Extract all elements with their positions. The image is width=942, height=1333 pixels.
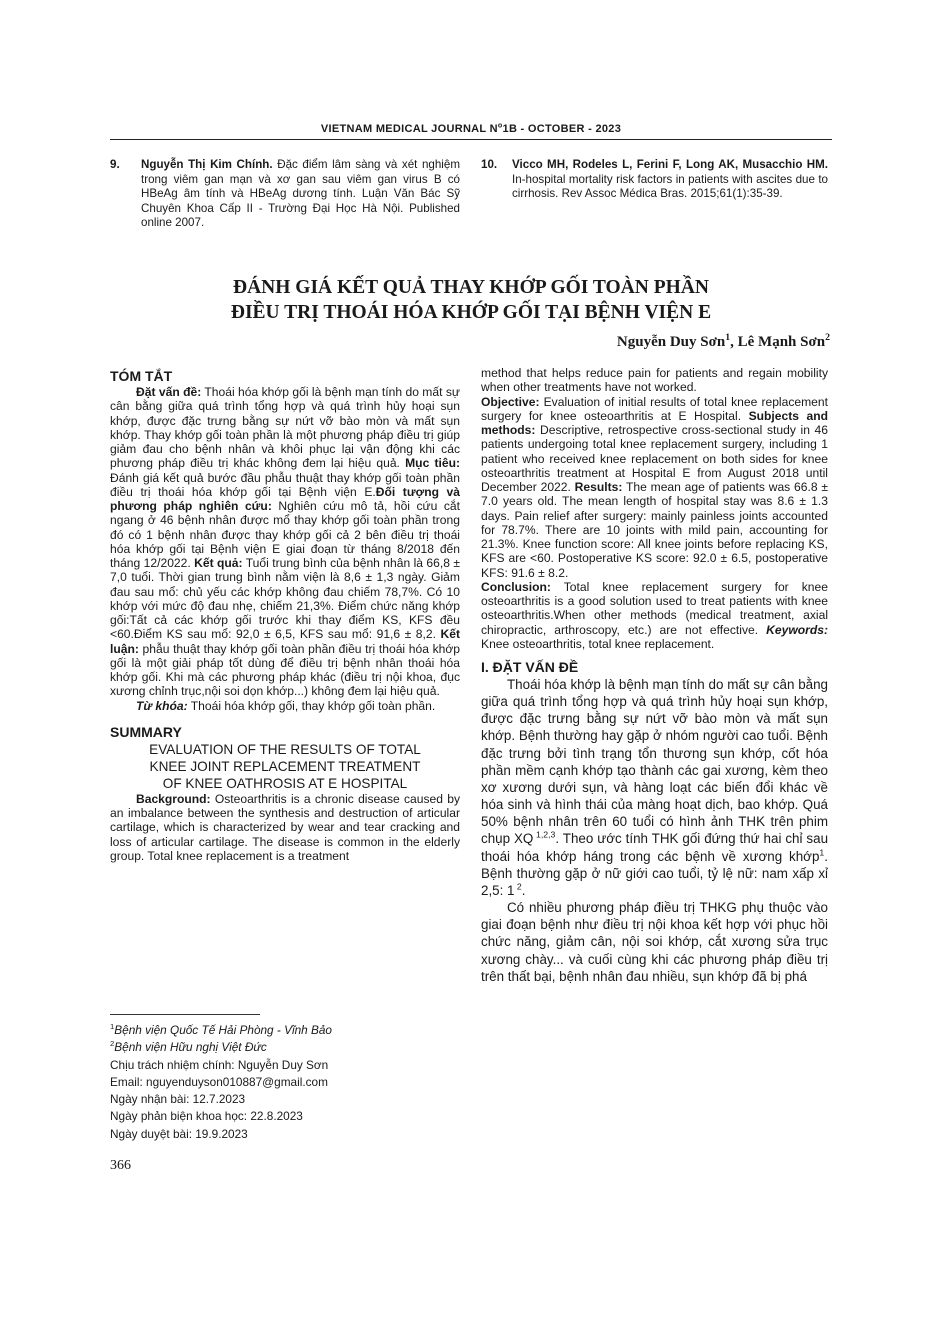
abstract-bg-text: Thoái hóa khớp gối là bệnh mạn tính do mất sự cân bằng giữa quá trình tổng hợp và quá trình hủy hoại sụn khớp, được đặc trưng bằng sự nứt vỡ bào mòn và mất sụn khớp. Thay khớp gối toàn phần là một phương pháp điều trị giúp giảm đau cho bệnh nhân và khôi phục lại vận động khi các phương pháp điều trị khác không đem lại hiệu quả. (110, 385, 460, 471)
summary-bg-label: Background: (136, 791, 211, 806)
author-1: Nguyễn Duy Sơn (616, 334, 726, 350)
title-line-1: ĐÁNH GIÁ KẾT QUẢ THAY KHỚP GỐI TOÀN PHẦN (232, 277, 710, 298)
abstract-heading: TÓM TẮT (110, 368, 173, 384)
author-line (617, 334, 830, 351)
affil-1-text: Bệnh viện Quốc Tế Hải Phòng - Vĩnh Bảo (114, 1023, 332, 1037)
page-number: 366 (110, 1158, 131, 1173)
summary-obj-text: Evaluation of initial results of total knee replacement surgery for knee osteoarthritis at E Hospital. (481, 394, 828, 423)
journal-name: VIETNAM MEDICAL JOURNAL N (320, 123, 498, 135)
abstract-conc-label: Kết luận: (110, 627, 460, 656)
summary-body-part2 (481, 366, 828, 395)
abstract-res-text: Tuổi trung bình của bệnh nhân là 66,8 ± 7,0 tuổi. Thời gian trung bình nằm viện là 8,6 ± 1,3 ngày. Giảm đau sau mổ: chủ yếu các khớp không đau chiếm 78,7%. Có 10 khớp với mức độ đau nhẹ, chiếm 21,3%. Điểm chức năng khớp gối:Tất cả các khớp gối trước khi thay điểm KS, KFS đều <60.Điểm KS sau mổ: 92,0 ± 6,5, KFS sau mổ: 91,6 ± 8,2. (110, 556, 460, 642)
abstract-keywords (110, 699, 460, 713)
title-line-2: ĐIỀU TRỊ THOÁI HÓA KHỚP GỐI TẠI BỆNH VIỆN E (230, 302, 712, 323)
abstract-obj-text: Đánh giá kết quả bước đầu phẫu thuật thay khớp gối toàn phần điều trị thoái hóa khớp gối tại Bệnh viện E. (110, 470, 460, 499)
summary-bg-text-part2: method that helps reduce pain for patients and regain mobility when other treatments have not worked. (481, 366, 828, 395)
summary-conc-text: Total knee replacement surgery for knee osteoarthritis is a good solution used to treat patients with knee osteoarthritis.When other methods (medical treatment, axial chiropractic, arthroscopy, etc.) are not effective. (481, 579, 828, 637)
author-2: Lê Mạnh Sơn (737, 334, 826, 350)
cite-2: 1 (819, 847, 825, 858)
summary-heading: SUMMARY (110, 723, 182, 740)
email: Email: nguyenduyson010887@gmail.com (110, 1074, 328, 1089)
summary-body-part4 (481, 580, 828, 651)
reference-text: Đặc điểm lâm sàng và xét nghiệm trong viêm gan mạn và xơ gan sau viêm gan virus B có HBeAg âm tính và HBeAg dương tính. Luận Văn Bác Sỹ Chuyên Khoa Cấp II - Trường Đại Học Hà Nội. Published online 2007. (141, 158, 460, 230)
reference-number: 10. (481, 158, 498, 171)
abstract-res-label: Kết quả: (190, 556, 243, 570)
summary-kw-label: Keywords: (758, 622, 828, 637)
summary-res-text: The mean age of patients was 66.8 ± 7.0 years old. The mean length of hospital stay was 8.6 ± 1.3 days. Pain relief after surgery: mainly painless joints accounted for 78.7%. There are 10 joints with mild pain, accounting for 21.3%. Knee function score: All knee joints before replacing KS, KFS are <60. Postoperative KS score: 92.0 ± 6.5, postoperative KFS: 91.6 ± 8.2. (481, 480, 828, 580)
abstract-meth-label: Đối tượng và phương pháp nghiên cứu: (110, 484, 460, 513)
abstract-obj-label: Mục tiêu: (399, 456, 460, 471)
abstract-conc-text: phẫu thuật thay khớp gối toàn phần điều trị thoái hóa khớp gối là một giải pháp tốt dùng để điều trị bệnh nhân thoái hóa khớp gối. Khi mà các phương pháp khác (điều trị nội khoa, đục xương chỉnh trục,nội soi dọn khớp...) không đem lại hiệu quả. (110, 641, 460, 699)
cite-1: 1,2,3 (533, 829, 556, 840)
reference-text: In-hospital mortality risk factors in patients with ascites due to cirrhosis. Rev Assoc Médica Bras. 2015;61(1):35-39. (512, 172, 828, 201)
intro-p1a: Thoái hóa khớp là bệnh mạn tính do mất sự cân bằng giữa quá trình tổng hợp và quá trình hủy hoại sụn khớp, được đặc trưng bằng sự nứt vỡ bào mòn và mất sụn khớp. Bệnh thường hay gặp ở nhóm người cao tuổi. Bệnh đặc trưng bởi tình trạng tổn thương sụn khớp, cốt hóa phần mềm cạnh khớp tạo thành các gai xương, kèm theo xơ xương dưới sụn, và hàng loạt các biến đổi khác về hóa sinh và hình thái của màng hoạt dịch, bao khớp. Quá 50% bệnh nhân trên 60 tuổi có hình ảnh THK trên phim chụp XQ (481, 677, 828, 847)
intro-paragraph-1 (481, 676, 828, 899)
author-2-affil: 2 (825, 332, 830, 343)
issue-sup: o (497, 121, 503, 130)
summary-meth-label: Subjects and methods: (481, 408, 828, 437)
affil-1-sup: 1 (110, 1022, 115, 1032)
footnote-affil-2 (110, 1039, 460, 1056)
summary-kw-text: Knee osteoarthritis, total knee replacement. (481, 636, 715, 651)
reference-10 (481, 158, 828, 202)
header-rule (110, 139, 832, 140)
date-accepted: Ngày duyệt bài: 19.9.2023 (110, 1126, 248, 1141)
issue-label: 1B - OCTOBER - 2023 (502, 123, 622, 135)
reference-authors: Vicco MH, Rodeles L, Ferini F, Long AK, Musacchio HM. (512, 158, 828, 171)
intro-p1d: . (521, 882, 526, 898)
reference-9 (110, 158, 460, 231)
intro-p1c: . Bệnh thường gặp ở nữ giới cao tuổi, tỷ lệ nữ: nam xấp xỉ 2,5: 1 (481, 848, 828, 898)
footnote-affil-1 (110, 1022, 460, 1039)
reference-number: 9. (110, 158, 120, 171)
corresponding-author: Chịu trách nhiệm chính: Nguyễn Duy Sơn (110, 1057, 329, 1072)
abstract-meth-text: Nghiên cứu mô tả, hồi cứu cắt ngang ở 46 bệnh nhân được mổ thay khớp gối toàn phần trong đó có 1 bệnh nhân được thay khớp gối cả 2 bên điều trị thoái hóa khớp gối tại Bệnh viện E giai đoạn từ tháng 8/2018 đến tháng 12/2022. (110, 499, 460, 570)
keywords-label: Từ khóa: (136, 698, 188, 713)
summary-body-part1 (110, 792, 460, 863)
summary-conc-label: Conclusion: (481, 579, 551, 594)
summary-title-l1: EVALUATION OF THE RESULTS OF TOTAL (149, 741, 421, 757)
footnote-rule (110, 1014, 260, 1015)
author-sep: , (730, 334, 738, 350)
abstract-bg-label: Đặt vấn đề: (136, 385, 202, 399)
abstract-vi-body (110, 385, 460, 699)
summary-bg-text-part1: Osteoarthritis is a chronic disease caused by an imbalance between the synthesis and destruction of articular cartilage, which is characterized by wear and tear cracking and loss of articular cartilage. The disease is common in the elderly group. Total knee replacement is a treatment (110, 791, 460, 863)
summary-title-l3: OF KNEE OATHROSIS AT E HOSPITAL (162, 775, 408, 791)
reference-authors: Nguyễn Thị Kim Chính. (141, 158, 273, 171)
affil-2-sup: 2 (110, 1039, 115, 1049)
summary-meth-text: Descriptive, retrospective cross-sectional study in 46 patients undergoing total knee replacement surgery, including 1 patient who received knee replacement on both sides for knee osteoarthritis treatment at Hospital E from August 2018 until December 2022. (481, 423, 828, 494)
intro-paragraph-2: Có nhiều phương pháp điều trị THKG phụ thuộc vào giai đoạn bệnh như điều trị nội khoa kết hợp với phục hồi chức năng, giảm cân, nội soi khớp, cắt xương sửa trục xương chày... và cuối cùng khi các phương pháp điều trị trên thất bại, bệnh nhân đau nhiều, sụn khớp đã bị phá (481, 900, 828, 984)
summary-obj-label: Objective: (481, 394, 540, 409)
affil-2-text: Bệnh viện Hữu nghị Việt Đức (114, 1040, 267, 1055)
intro-p1b: . Theo ước tính THK gối đứng thứ hai chỉ sau thoái hóa khớp háng trong các bệnh về xương khớp (481, 831, 829, 864)
keywords-text: Thoái hóa khớp gối, thay khớp gối toàn phần. (187, 698, 436, 713)
left-column (110, 368, 460, 863)
footnotes (110, 1022, 460, 1143)
summary-res-label: Results: (570, 480, 623, 494)
article-title (110, 275, 832, 325)
author-1-affil: 1 (725, 332, 731, 343)
summary-body-part3 (481, 395, 828, 580)
cite-3: 2 (514, 881, 522, 892)
section-heading-intro: I. ĐẶT VẤN ĐỀ (481, 659, 579, 675)
right-column (481, 366, 828, 985)
date-received: Ngày nhận bài: 12.7.2023 (110, 1092, 246, 1107)
running-header (110, 123, 832, 135)
intro-body (481, 676, 828, 985)
date-reviewed: Ngày phản biện khoa học: 22.8.2023 (110, 1109, 303, 1124)
summary-title-l2: KNEE JOINT REPLACEMENT TREATMENT (149, 758, 421, 774)
